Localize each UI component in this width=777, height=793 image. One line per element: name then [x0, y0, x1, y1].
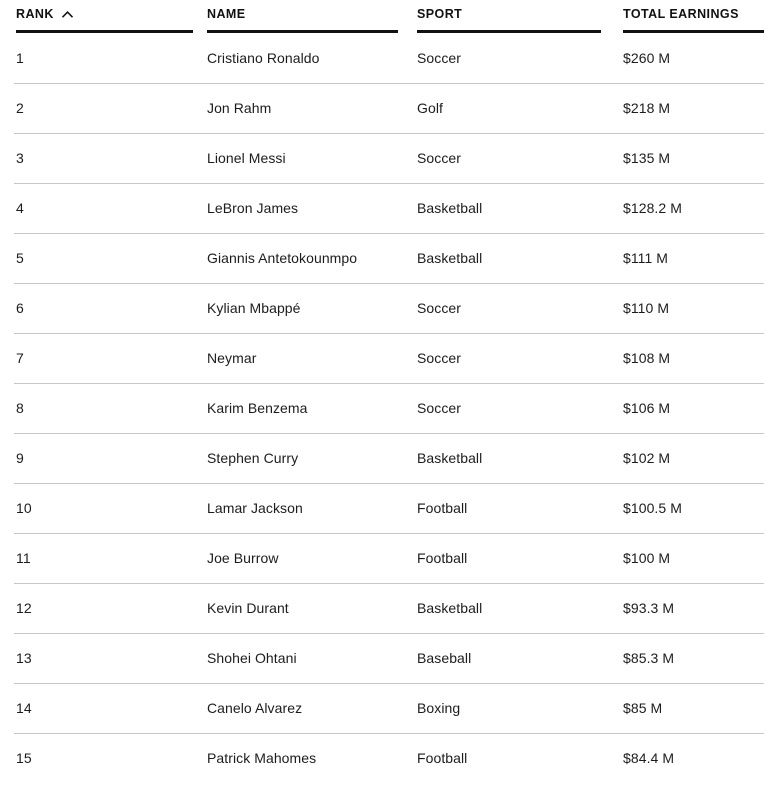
cell-sport: Basketball: [417, 200, 483, 216]
cell-total-earnings: $135 M: [623, 150, 671, 166]
chevron-up-icon[interactable]: [61, 8, 74, 21]
cell-sport: Soccer: [417, 400, 461, 416]
cell-sport: Soccer: [417, 150, 461, 166]
cell-name: Karim Benzema: [207, 400, 308, 416]
cell-total-earnings: $108 M: [623, 350, 671, 366]
table-header-row: [0, 0, 777, 33]
column-header-sport[interactable]: [408, 0, 611, 33]
cell-name: Neymar: [207, 350, 257, 366]
cell-rank: 5: [16, 250, 24, 266]
table-row[interactable]: [0, 483, 777, 533]
cell-name: Joe Burrow: [207, 550, 279, 566]
cell-rank: 8: [16, 400, 24, 416]
cell-name: Stephen Curry: [207, 450, 299, 466]
cell-name: Patrick Mahomes: [207, 750, 317, 766]
cell-total-earnings: $106 M: [623, 400, 671, 416]
cell-rank: 11: [16, 550, 31, 566]
table-row[interactable]: [0, 33, 777, 83]
cell-name: Jon Rahm: [207, 100, 272, 116]
table-row[interactable]: [0, 133, 777, 183]
table-row[interactable]: [0, 183, 777, 233]
cell-name: Lionel Messi: [207, 150, 286, 166]
cell-total-earnings: $111 M: [623, 250, 669, 266]
cell-total-earnings: $85 M: [623, 700, 663, 716]
cell-sport: Football: [417, 750, 468, 766]
cell-total-earnings: $84.4 M: [623, 750, 675, 766]
cell-rank: 14: [16, 700, 32, 716]
table-row[interactable]: [0, 283, 777, 333]
cell-sport: Baseball: [417, 650, 472, 666]
cell-rank: 3: [16, 150, 24, 166]
cell-total-earnings: $85.3 M: [623, 650, 675, 666]
cell-sport: Golf: [417, 100, 443, 116]
cell-sport: Basketball: [417, 450, 483, 466]
table-row[interactable]: [0, 233, 777, 283]
cell-name: Cristiano Ronaldo: [207, 50, 320, 66]
cell-sport: Basketball: [417, 250, 483, 266]
table-body: [0, 33, 777, 783]
table-row[interactable]: [0, 383, 777, 433]
cell-rank: 13: [16, 650, 32, 666]
cell-total-earnings: $100.5 M: [623, 500, 682, 516]
column-header-total-earnings[interactable]: [611, 0, 777, 33]
cell-total-earnings: $93.3 M: [623, 600, 675, 616]
column-header-name[interactable]: [203, 0, 408, 33]
table-row[interactable]: [0, 333, 777, 383]
table-row[interactable]: [0, 433, 777, 483]
cell-name: LeBron James: [207, 200, 299, 216]
cell-name: Kevin Durant: [207, 600, 289, 616]
cell-sport: Football: [417, 550, 468, 566]
cell-sport: Soccer: [417, 50, 461, 66]
cell-rank: 15: [16, 750, 32, 766]
column-header-name-label: NAME: [207, 7, 246, 21]
cell-sport: Basketball: [417, 600, 483, 616]
cell-total-earnings: $100 M: [623, 550, 671, 566]
cell-total-earnings: $218 M: [623, 100, 671, 116]
table-row[interactable]: [0, 533, 777, 583]
cell-sport: Soccer: [417, 300, 461, 316]
cell-total-earnings: $128.2 M: [623, 200, 682, 216]
cell-name: Kylian Mbappé: [207, 300, 301, 316]
table-row[interactable]: [0, 683, 777, 733]
cell-rank: 10: [16, 500, 32, 516]
cell-total-earnings: $260 M: [623, 50, 671, 66]
cell-sport: Football: [417, 500, 468, 516]
table-row[interactable]: [0, 83, 777, 133]
cell-total-earnings: $110 M: [623, 300, 670, 316]
column-header-rank-label: RANK: [16, 7, 54, 21]
cell-name: Lamar Jackson: [207, 500, 303, 516]
cell-rank: 7: [16, 350, 24, 366]
column-header-sport-label: SPORT: [417, 7, 463, 21]
table-row[interactable]: [0, 733, 777, 783]
cell-rank: 6: [16, 300, 24, 316]
cell-rank: 9: [16, 450, 24, 466]
cell-total-earnings: $102 M: [623, 450, 671, 466]
cell-rank: 1: [16, 50, 24, 66]
table-row[interactable]: [0, 633, 777, 683]
cell-rank: 12: [16, 600, 32, 616]
table-row[interactable]: [0, 583, 777, 633]
cell-sport: Soccer: [417, 350, 461, 366]
cell-rank: 4: [16, 200, 24, 216]
cell-rank: 2: [16, 100, 24, 116]
cell-name: Canelo Alvarez: [207, 700, 303, 716]
cell-name: Shohei Ohtani: [207, 650, 297, 666]
column-header-total-earnings-label: TOTAL EARNINGS: [623, 7, 739, 21]
cell-name: Giannis Antetokounmpo: [207, 250, 358, 266]
cell-sport: Boxing: [417, 700, 461, 716]
column-header-rank[interactable]: [0, 0, 203, 33]
